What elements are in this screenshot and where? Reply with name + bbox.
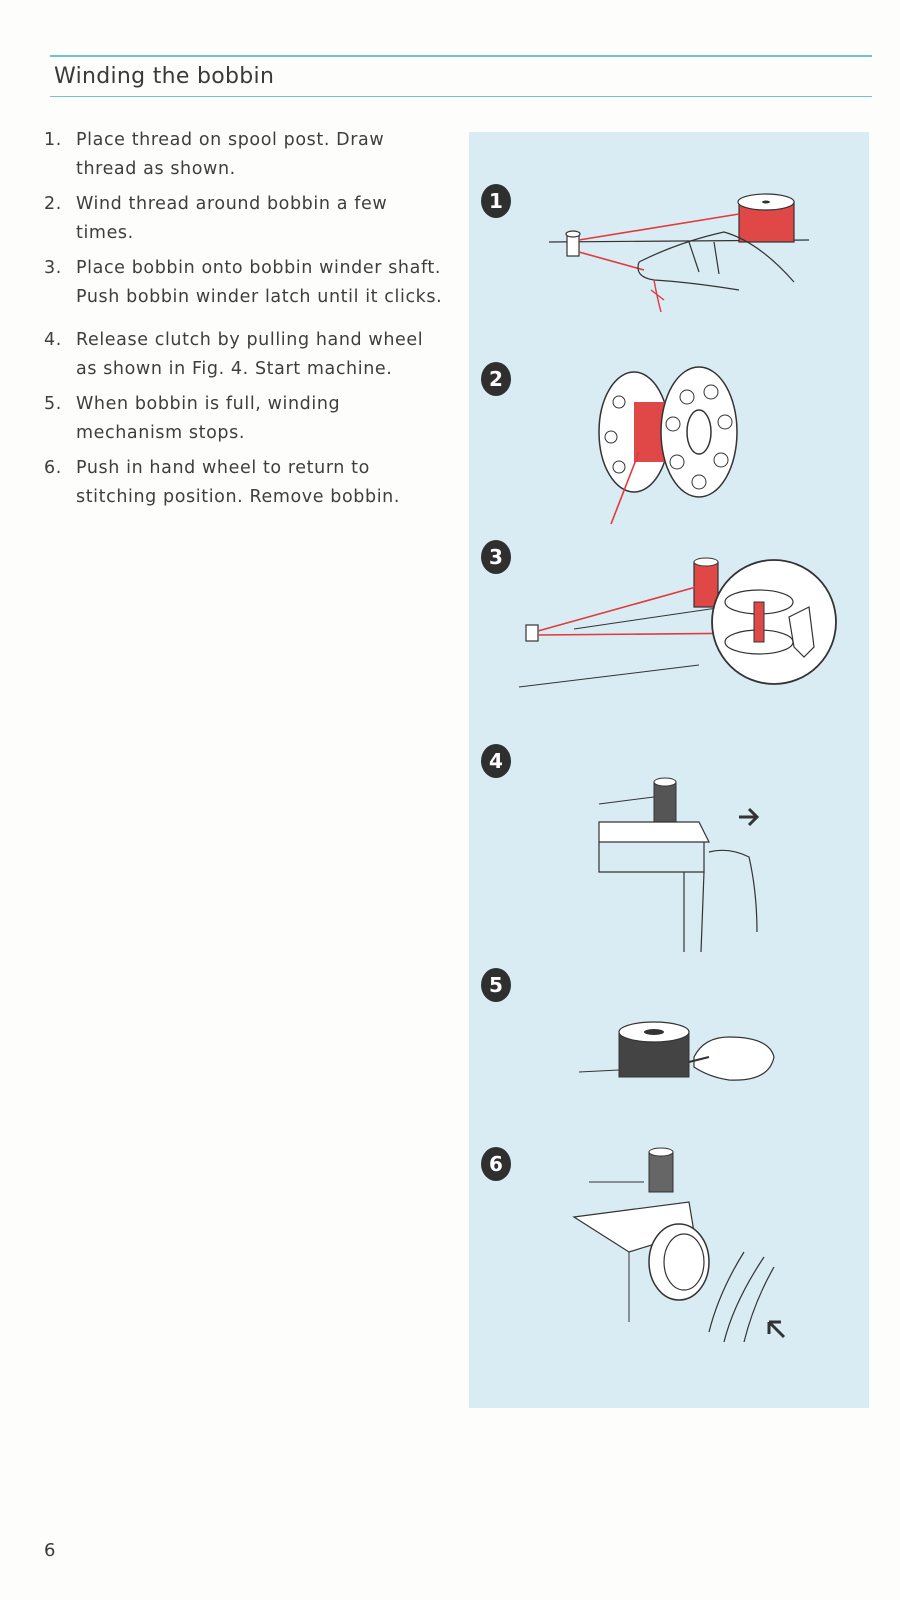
step-text: When bobbin is full, winding mechanism stops.	[76, 394, 341, 443]
spool-thread-hand-illustration-icon	[539, 182, 859, 322]
full-bobbin-illustration-icon	[579, 1012, 799, 1102]
step-text: Release clutch by pulling hand wheel as shown in Fig. 4. Start machine.	[76, 330, 424, 379]
list-item	[44, 454, 444, 512]
list-item	[44, 190, 444, 248]
step-number: 2.	[44, 194, 62, 214]
title-rule-top	[50, 55, 872, 57]
step-text: Place thread on spool post. Draw thread as shown.	[76, 130, 385, 179]
figure-badge: 1	[481, 184, 511, 218]
hand-wheel-push-illustration-icon	[569, 1142, 809, 1372]
step-number: 4.	[44, 330, 62, 350]
step-number: 3.	[44, 258, 62, 278]
illustration-panel	[469, 132, 869, 1408]
figure-badge: 3	[481, 540, 511, 574]
step-text: Push in hand wheel to return to stitching position. Remove bobbin.	[76, 458, 401, 507]
page-number: 6	[44, 1540, 56, 1561]
step-number: 1.	[44, 130, 62, 150]
figure-badge: 5	[481, 968, 511, 1002]
bobbin-illustration-icon	[589, 362, 759, 532]
figure-badge: 4	[481, 744, 511, 778]
list-item	[44, 326, 444, 384]
list-item	[44, 126, 444, 184]
figure-badge: 6	[481, 1147, 511, 1181]
step-number: 6.	[44, 458, 62, 478]
list-item	[44, 390, 444, 448]
hand-wheel-pull-illustration-icon	[589, 762, 789, 962]
figure-badge: 2	[481, 362, 511, 396]
step-text: Place bobbin onto bobbin winder shaft. Push bobbin winder latch until it clicks.	[76, 258, 443, 307]
step-text: Wind thread around bobbin a few times.	[76, 194, 388, 243]
steps-list	[44, 126, 444, 518]
list-item	[44, 254, 444, 312]
title-rule-bottom	[50, 96, 872, 97]
page-title: Winding the bobbin	[54, 64, 275, 89]
bobbin-winder-illustration-icon	[514, 547, 854, 707]
step-number: 5.	[44, 394, 62, 414]
